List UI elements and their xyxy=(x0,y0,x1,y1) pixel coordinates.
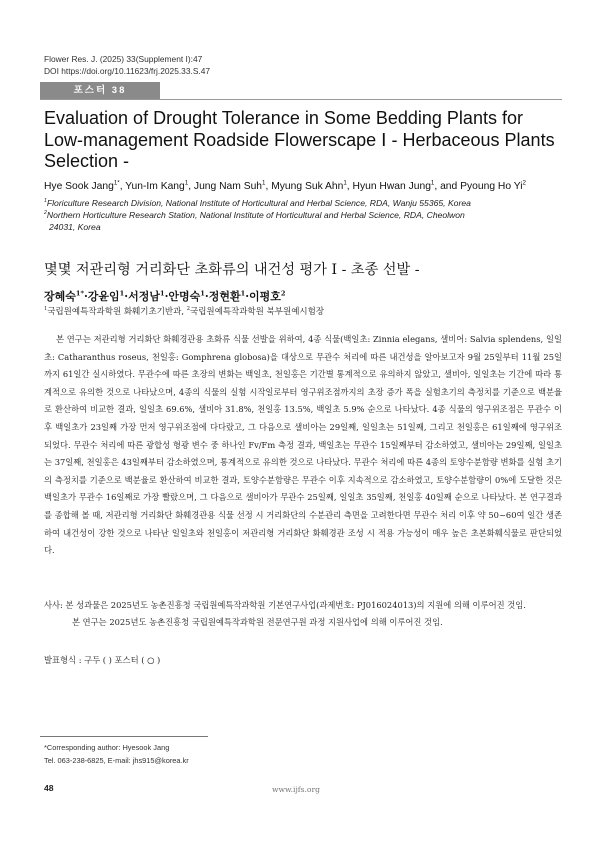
abstract xyxy=(44,331,562,560)
author-affiliation-mark: 1 xyxy=(240,289,246,298)
affiliation-ko xyxy=(44,305,324,317)
author-name: , Jung Nam Suh xyxy=(188,181,263,192)
presentation-format: 발표형식 : 구두 ( ) 포스터 ( ○ ) xyxy=(44,655,161,665)
author-affiliation-mark: 1* xyxy=(113,179,120,187)
journal-website: www.ijfs.org xyxy=(272,785,320,794)
author-affiliation-mark: 2 xyxy=(280,289,286,298)
affiliation-mark: 2 xyxy=(186,306,190,313)
affiliation-mark: 1 xyxy=(44,198,47,205)
author-name: ·서정남 xyxy=(124,290,160,303)
abstract-text: 본 연구는 저관리형 거리화단 화훼경관용 초화류 식물 선발을 위하여, 4종 식물(백일초: Zinnia elegans, 샐비어: Salvia splendens, 일일초: Catharanthus roseus, 천일홍: Gomphrena globosa)을 대상으로 무관수 처리에 따른 내건성을 알아보고자 9월 25일부터 11월 25일까지 61일간 실시하였다. 무관수에 따른 초장의 변화는 백일초, 천일홍은 기간별 통계적으로 유의하지 않았고, 샐비아, 일일초는 기간에 따라 통계적으로 유의한 것으로 나타났으며, 4종의 식물의 실험 시작일로부터 영구위조점까지의 초장 증가 폭을 실험초기의 측정치를 기준으로 백분율로 환산하여 비교한 결과, 일일초 69.6%, 샐비아 31.8%, 천일홍 13.5%, 백일초 5.9% 순으로 나타났다. 4종 식물의 영구위조점은 무관수 이후 백일초가 23일째 가장 먼저 영구위조점에 다다랐고, 그 다음으로 샐비아는 29일째, 일일초는 51일째, 그리고 천일홍은 61일째에 영구위조 되었다. 무관수 처리에 따른 광합성 형광 변수 중 하나인 Fv/Fm 측정 결과, 백일초는 무관수 15일째부터 감소하였고, 샐비아는 29일째, 일일초는 37일째, 천일홍은 43일째부터 감소하였으며, 통계적으로 유의한 것으로 나타났다. 무관수 처리에 따른 4종의 토양수분함량 변화를 실험 초기의 측정치를 기준으로 백분율로 환산하여 비교한 결과, 토양수분함량은 무관수 이후 지속적으로 감소하였고, 토양수분함량이 0%에 도달한 것은 백일초가 무관수 16일째로 가장 빨랐으며, 그 다음으로 샐비아가 무관수 25일째, 일일초 35일째, 천일홍 40일째 순으로 나타났다. 본 연구결과를 종합해 볼 때, 저관리형 거리화단 화훼경관용 식물 선정 시 거리화단의 수분관리 측면을 고려한다면 무관수 처리 이후 약 50~60여 일간 생존하여 내건성이 강한 것으로 나타난 일일초와 천일홍이 저관리형 거리화단 화훼경관 조성 시 적용 가능성이 매우 높은 초본화훼식물로 판단되었다. xyxy=(44,334,562,556)
author-affiliation-mark: 1 xyxy=(262,179,266,187)
author-name: ·이평호 xyxy=(245,290,281,303)
author-name: 장혜숙 xyxy=(44,290,76,303)
author-name: ·안명숙 xyxy=(164,290,201,303)
affiliation-text: Floriculture Research Division, National Institute of Horticultural and Herbal Science, RDA, Wanju 55365, Korea xyxy=(46,198,471,208)
header-rule xyxy=(40,99,562,100)
affiliation-mark: 2 xyxy=(44,210,47,217)
poster-badge: 포스터 38 xyxy=(40,82,160,99)
author-affiliation-mark: 1 xyxy=(343,179,347,187)
author-name: , Yun-Im Kang xyxy=(119,181,185,192)
author-affiliation-mark: 1 xyxy=(119,289,125,298)
title-line-3: Selection - xyxy=(44,151,130,171)
affiliation-text: 국립원예특작과학원 북부원예시험장 xyxy=(189,307,325,317)
author-name: ·정현환 xyxy=(204,290,241,303)
journal-citation: Flower Res. J. (2025) 33(Supplement I):47 xyxy=(44,54,203,64)
doi-line: DOI https://doi.org/10.11623/frj.2025.33.S.47 xyxy=(44,66,211,76)
affiliation-text: Northern Horticulture Research Station, National Institute of Horticultural and Herbal Science, RDA, Cheolwon xyxy=(46,210,465,220)
author-name: ·강윤임 xyxy=(83,290,120,303)
corresponding-author: *Corresponding author: Hyesook Jang xyxy=(44,743,170,752)
author-affiliation-mark: 1 xyxy=(159,289,165,298)
author-affiliation-mark: 2 xyxy=(522,179,526,187)
affiliation-text: 국립원예특작과학원 화훼기초기반과, xyxy=(47,307,187,317)
author-list-ko xyxy=(44,288,286,304)
affiliation-2 xyxy=(44,210,564,222)
author-name: , and Pyoung Ho Yi xyxy=(434,181,523,192)
paper-title-en xyxy=(44,108,564,173)
contact-info: Tel. 063-238-6825, E-mail: jhs915@korea.kr xyxy=(44,756,189,765)
author-name: , Myung Suk Ahn xyxy=(265,181,344,192)
author-affiliation-mark: 1 xyxy=(184,179,189,187)
author-name: Hye Sook Jang xyxy=(44,181,114,192)
author-affiliation-mark: 1 xyxy=(200,289,205,298)
acknowledgement-line-2: 본 연구는 2025년도 농촌진흥청 국립원예특작과학원 전문연구원 과정 지원사업에 의해 이루어진 것임. xyxy=(72,617,443,627)
paper-title-ko: 몇몇 저관리형 거리화단 초화류의 내건성 평가 Ⅰ - 초종 선발 - xyxy=(44,262,420,278)
author-list-en xyxy=(44,181,564,192)
author-name: , Hyun Hwan Jung xyxy=(346,181,431,192)
page-number: 48 xyxy=(44,783,54,793)
affiliation-1 xyxy=(44,198,564,210)
title-line-2: Low-management Roadside Flowerscape Ⅰ - Herbaceous Plants xyxy=(44,129,555,150)
acknowledgement-line-1: 사사: 본 성과물은 2025년도 농촌진흥청 국립원예특작과학원 기본연구사업(과제번호: PJ016024013)의 지원에 의해 이루어진 것임. xyxy=(44,600,526,610)
affiliation-mark: 1 xyxy=(44,306,48,313)
author-affiliation-mark: 1* xyxy=(75,289,84,298)
title-line-1: Evaluation of Drought Tolerance in Some Bedding Plants for xyxy=(44,108,523,128)
author-affiliation-mark: 1 xyxy=(430,179,435,187)
footnote-rule xyxy=(40,736,208,737)
affiliation-2-continued: 24031, Korea xyxy=(49,222,101,232)
